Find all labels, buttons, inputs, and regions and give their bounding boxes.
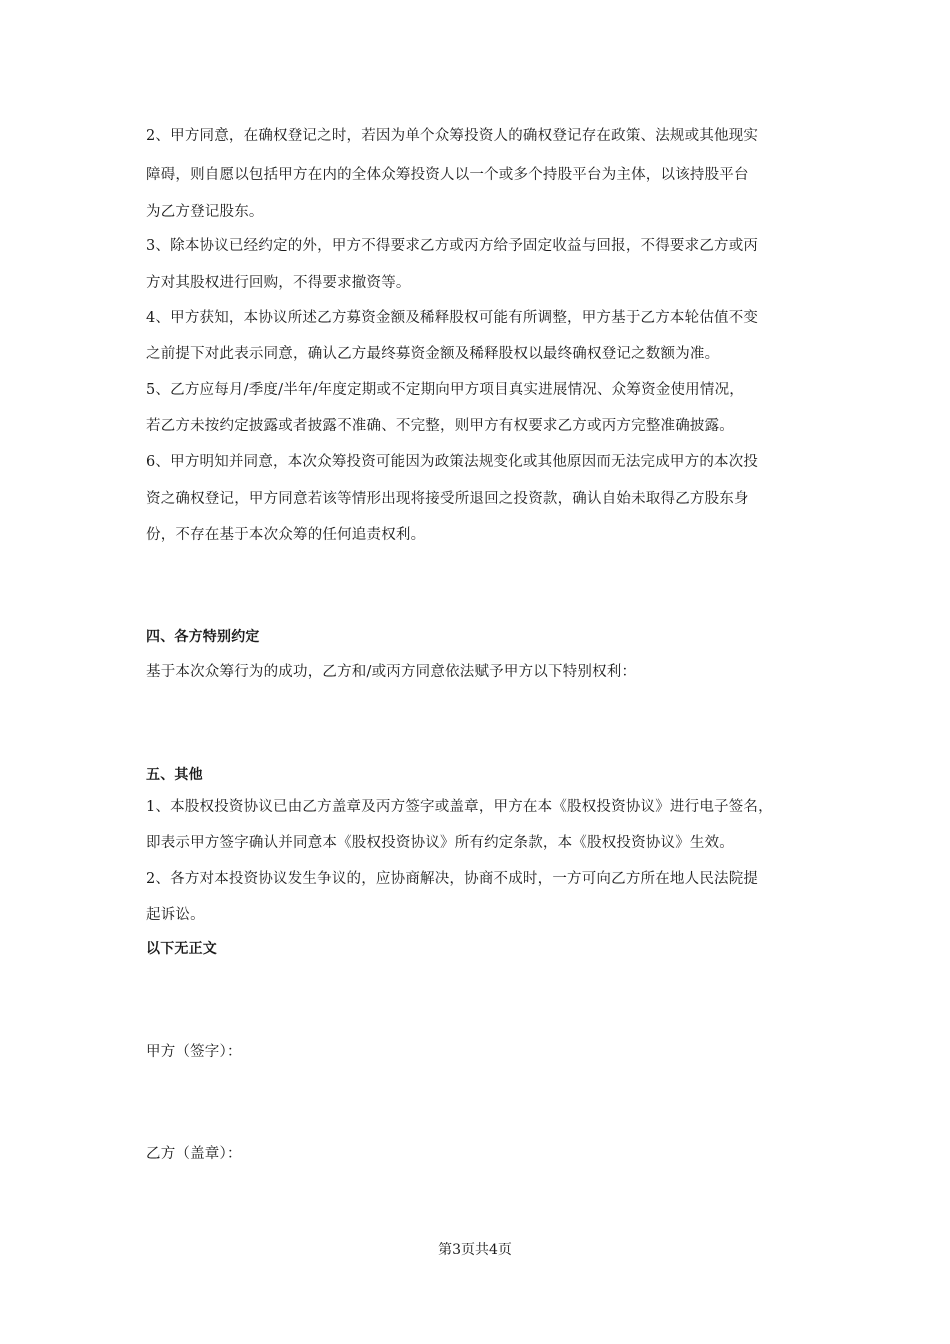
clause-6-line-2: 资之确权登记，甲方同意若该等情形出现将接受所退回之投资款，确认自始未取得乙方股东身 [146, 491, 749, 507]
section-4-heading: 四、各方特别约定 [146, 629, 260, 645]
party-b-seal-label: 乙方（盖章）： [146, 1146, 242, 1162]
clause-3-line-2: 方对其股权进行回购，不得要求撤资等。 [146, 275, 411, 291]
party-a-signature-label: 甲方（签字）： [146, 1044, 242, 1060]
page-number-footer: 第3页共4页 [438, 1242, 512, 1258]
section-5-clause-1-line-1: 1、本股权投资协议已由乙方盖章及丙方签字或盖章，甲方在本《股权投资协议》进行电子签名， [146, 799, 773, 815]
clause-3-line-1: 3、除本协议已经约定的外，甲方不得要求乙方或丙方给予固定收益与回报，不得要求乙方或丙 [146, 238, 759, 254]
section-5-heading: 五、其他 [146, 767, 203, 783]
section-5-clause-2-line-2: 起诉讼。 [146, 907, 205, 923]
section-5-clause-2-line-1: 2、各方对本投资协议发生争议的，应协商解决，协商不成时，一方可向乙方所在地人民法院提 [146, 871, 759, 887]
clause-2-line-1: 2、甲方同意，在确权登记之时，若因为单个众筹投资人的确权登记存在政策、法规或其他现实 [146, 128, 759, 144]
clause-2-line-2: 障碍，则自愿以包括甲方在内的全体众筹投资人以一个或多个持股平台为主体，以该持股平台 [146, 167, 749, 183]
clause-5-line-1: 5、乙方应每月/季度/半年/年度定期或不定期向甲方项目真实进展情况、众筹资金使用情况， [146, 382, 744, 398]
section-5-clause-1-line-2: 即表示甲方签字确认并同意本《股权投资协议》所有约定条款，本《股权投资协议》生效。 [146, 835, 734, 851]
clause-6-line-3: 份，不存在基于本次众筹的任何追责权利。 [146, 527, 426, 543]
section-4-body: 基于本次众筹行为的成功，乙方和/或丙方同意依法赋予甲方以下特别权利： [146, 664, 637, 680]
clause-5-line-2: 若乙方未按约定披露或者披露不准确、不完整，则甲方有权要求乙方或丙方完整准确披露。 [146, 418, 734, 434]
clause-2-line-3: 为乙方登记股东。 [146, 204, 264, 220]
end-note: 以下无正文 [146, 941, 217, 957]
clause-6-line-1: 6、甲方明知并同意，本次众筹投资可能因为政策法规变化或其他原因而无法完成甲方的本次投 [146, 454, 759, 470]
clause-4-line-1: 4、甲方获知，本协议所述乙方募资金额及稀释股权可能有所调整，甲方基于乙方本轮估值不变 [146, 310, 759, 326]
clause-4-line-2: 之前提下对此表示同意，确认乙方最终募资金额及稀释股权以最终确权登记之数额为准。 [146, 346, 720, 362]
